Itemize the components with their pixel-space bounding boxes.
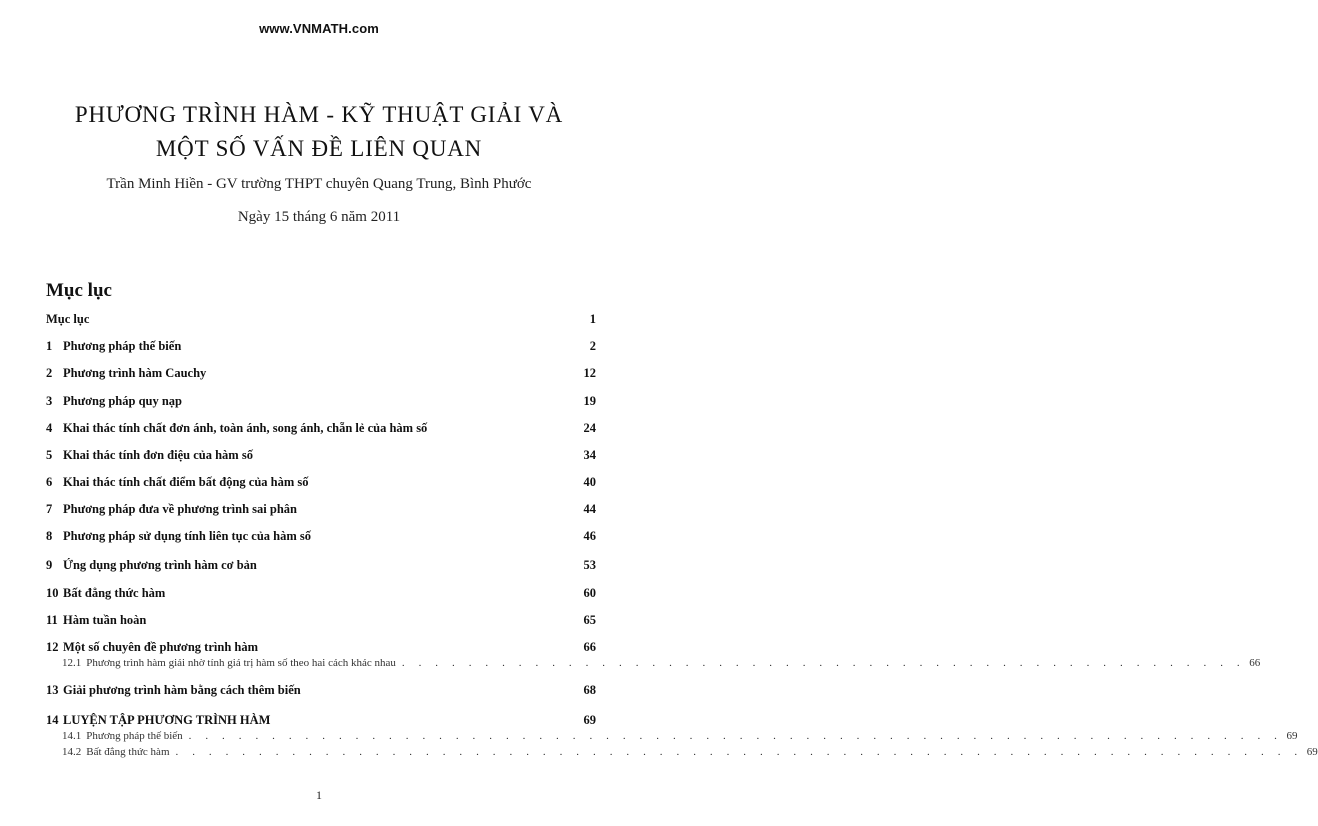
toc-entry[interactable]	[46, 558, 596, 573]
toc-entry-title: Ứng dụng phương trình hàm cơ bản	[63, 558, 257, 572]
toc-subentry-page: 69	[1286, 730, 1298, 742]
toc-entry-page: 53	[583, 558, 596, 572]
toc-entry-title: Phương pháp sử dụng tính liên tục của hàm số	[63, 529, 312, 543]
toc-subentry-title: Bất đẳng thức hàm	[86, 746, 170, 758]
toc-entry-title: Phương pháp thế biến	[63, 339, 182, 353]
toc-entry-title: Phương pháp đưa về phương trình sai phân	[63, 502, 298, 516]
toc-entry[interactable]	[46, 339, 596, 354]
toc-entry[interactable]	[46, 613, 596, 628]
toc-entry-number: 13	[46, 683, 59, 697]
toc-entry-title: Khai thác tính đơn điệu của hàm số	[63, 448, 253, 462]
toc-entry-page: 44	[583, 502, 596, 516]
toc-entry-number: 3	[46, 394, 53, 408]
toc-entry-title: Khai thác tính chất đơn ánh, toàn ánh, song ánh, chẵn lẻ của hàm số	[63, 421, 428, 435]
toc-entry[interactable]	[46, 312, 596, 327]
watermark: www.VNMATH.com	[259, 21, 379, 36]
toc-entry-page: 1	[589, 312, 596, 326]
toc-subentry[interactable]	[62, 730, 1298, 742]
toc-entry-title: LUYỆN TẬP PHƯƠNG TRÌNH HÀM	[63, 713, 271, 727]
toc-entry-page: 40	[583, 475, 596, 489]
toc-entry[interactable]	[46, 394, 596, 409]
toc-entry[interactable]	[46, 421, 596, 436]
toc-entry-title: Phương trình hàm Cauchy	[63, 366, 207, 380]
toc-entry-number: 12	[46, 640, 59, 654]
title-line-1: PHƯƠNG TRÌNH HÀM - KỸ THUẬT GIẢI VÀ	[74, 102, 564, 127]
toc-entry[interactable]	[46, 683, 596, 698]
toc-subentry[interactable]	[62, 746, 1318, 758]
toc-entry[interactable]	[46, 713, 596, 728]
toc-entry-title: Giải phương trình hàm bằng cách thêm biến	[63, 683, 301, 697]
toc-leader-dots: . . . . . . . . . . . . . . . . . . . . . . . . . . . . . . . . . . . . . . . . . . . . . . . . . . . . . . . . . . . . . . . . . . . .	[175, 746, 1303, 758]
toc-entry-number: 8	[46, 529, 53, 543]
toc-entry[interactable]	[46, 529, 596, 544]
toc-entry[interactable]	[46, 586, 596, 601]
toc-entry-page: 19	[583, 394, 596, 408]
toc-entry-number: 11	[46, 613, 58, 627]
toc-subentry-title: Phương pháp thế biến	[86, 730, 183, 742]
toc-entry-page: 69	[583, 713, 596, 727]
toc-subentry-page: 69	[1306, 746, 1318, 758]
toc-entry-number: 5	[46, 448, 53, 462]
toc-leader-dots: . . . . . . . . . . . . . . . . . . . . . . . . . . . . . . . . . . . . . . . . . . . . . . . . . . . . . . . . . . . . . . . . . .	[188, 730, 1283, 742]
toc-entry-page: 46	[583, 529, 596, 543]
toc-entry-title: Bất đẳng thức hàm	[63, 586, 166, 600]
toc-entry-title: Một số chuyên đề phương trình hàm	[63, 640, 259, 654]
toc-leader-dots: . . . . . . . . . . . . . . . . . . . . . . . . . . . . . . . . . . . . . . . . . . . . . . . . . . .	[401, 657, 1246, 669]
toc-entry-number: 1	[46, 339, 53, 353]
toc-subentry-number: 12.1	[62, 657, 82, 669]
toc-entry-number: 9	[46, 558, 53, 572]
title-line-2: MỘT SỐ VẤN ĐỀ LIÊN QUAN	[155, 136, 483, 161]
toc-entry-page: 12	[583, 366, 596, 380]
page-number: 1	[316, 788, 322, 802]
toc-entry-title: Hàm tuần hoàn	[63, 613, 147, 627]
toc-heading: Mục lục	[46, 280, 112, 301]
toc-entry[interactable]	[46, 640, 596, 655]
toc-subentry-page: 66	[1249, 657, 1261, 669]
toc-subentry-number: 14.2	[62, 746, 82, 758]
toc-entry[interactable]	[46, 475, 596, 490]
toc-entry-page: 24	[583, 421, 596, 435]
toc-entry-number: 7	[46, 502, 53, 516]
toc-entry-number: 10	[46, 586, 59, 600]
toc-entry-page: 2	[589, 339, 596, 353]
document-title	[0, 98, 638, 166]
toc-entry-page: 65	[583, 613, 596, 627]
toc-entry-title: Khai thác tính chất điểm bất động của hàm số	[63, 475, 309, 489]
toc-entry-number: 4	[46, 421, 53, 435]
date-line: Ngày 15 tháng 6 năm 2011	[237, 209, 401, 225]
toc-entry-title: Phương pháp quy nạp	[63, 394, 183, 408]
toc-entry-number: 14	[46, 713, 59, 727]
toc-subentry[interactable]	[62, 657, 1261, 669]
toc-entry[interactable]	[46, 366, 596, 381]
toc-entry-number: 2	[46, 366, 53, 380]
toc-entry-title: Mục lục	[46, 312, 90, 326]
toc-entry-page: 68	[583, 683, 596, 697]
author-line: Trần Minh Hiền - GV trường THPT chuyên Quang Trung, Bình Phước	[106, 176, 532, 192]
toc-entry-page: 60	[583, 586, 596, 600]
toc-entry[interactable]	[46, 502, 596, 517]
toc-entry-page: 66	[583, 640, 596, 654]
toc-subentry-title: Phương trình hàm giải nhờ tính giá trị hàm số theo hai cách khác nhau	[86, 657, 396, 669]
toc-entry-number: 6	[46, 475, 53, 489]
toc-entry[interactable]	[46, 448, 596, 463]
toc-subentry-number: 14.1	[62, 730, 82, 742]
toc-entry-page: 34	[583, 448, 596, 462]
